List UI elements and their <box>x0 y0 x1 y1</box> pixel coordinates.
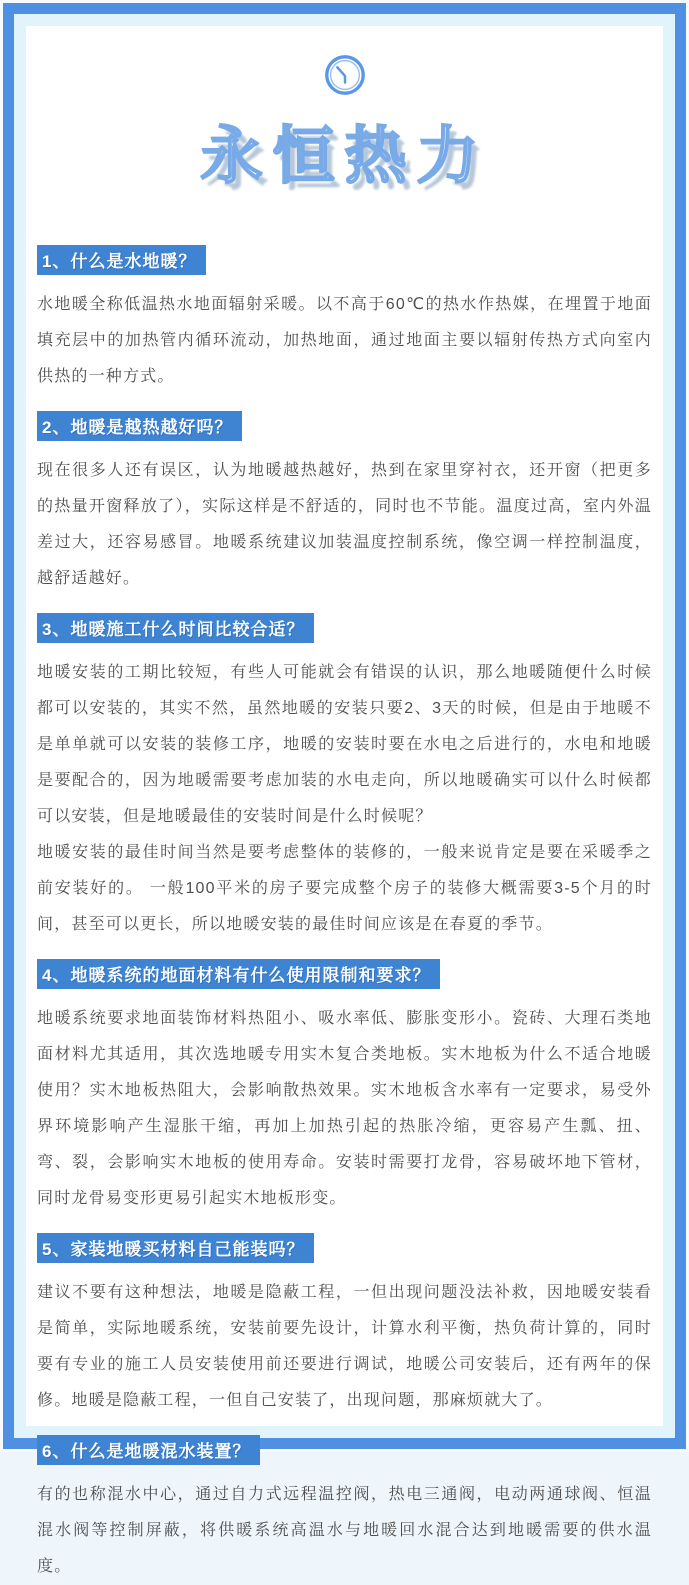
faq-section-3 <box>37 613 652 943</box>
faq-section-6 <box>37 1435 652 1585</box>
answer-paragraph: 地暖安装的最佳时间当然是要考虑整体的装修的，一般来说肯定是要在采暖季之前安装好的。 一般100平米的房子要完成整个房子的装修大概需要3-5个月的时间，甚至可以更长，所以地暖安装的最佳时间应该是在春夏的季节。 <box>37 844 652 933</box>
answer-paragraph: 地暖系统要求地面装饰材料热阻小、吸水率低、膨胀变形小。瓷砖、大理石类地面材料尤其适用，其次选地暖专用实木复合类地板。实木地板为什么不适合地暖使用？实木地板热阻大，会影响散热效果。实木地板含水率有一定要求，易受外界环境影响产生湿胀干缩，再加上加热引起的热胀冷缩，更容易产生瓢、扭、弯、裂，会影响实木地板的使用寿命。安装时需要打龙骨，容易破坏地下管材，同时龙骨易变形更易引起实木地板形变。 <box>37 1010 652 1207</box>
faq-section-4 <box>37 959 652 1217</box>
answer-paragraph: 建议不要有这种想法，地暖是隐蔽工程，一但出现问题没法补救，因地暖安装看是简单，实际地暖系统，安装前要先设计，计算水利平衡，热负荷计算的，同时要有专业的施工人员安装使用前还要进行调试，地暖公司安装后，还有两年的保修。地暖是隐蔽工程，一但自己安装了，出现问题，那麻烦就大了。 <box>37 1284 652 1409</box>
question-heading-4: 4、地暖系统的地面材料有什么使用限制和要求？ <box>37 959 440 989</box>
question-heading-3: 3、地暖施工什么时间比较合适？ <box>37 613 314 643</box>
answer-paragraph: 水地暖全称低温热水地面辐射采暖。以不高于60℃的热水作热媒，在埋置于地面填充层中的加热管内循环流动，加热地面，通过地面主要以辐射传热方式向室内供热的一种方式。 <box>37 296 652 385</box>
question-heading-5: 5、家装地暖买材料自己能装吗？ <box>37 1233 314 1263</box>
masthead <box>37 52 652 195</box>
faq-section-5 <box>37 1233 652 1419</box>
answer-paragraph: 地暖安装的工期比较短，有些人可能就会有错误的认识，那么地暖随便什么时候都可以安装的，其实不然，虽然地暖的安装只要2、3天的时候，但是由于地暖不是单单就可以安装的装修工序，地暖的安装时要在水电之后进行的，水电和地暖是要配合的，因为地暖需要考虑加装的水电走向，所以地暖确实可以什么时候都可以安装，但是地暖最佳的安装时间是什么时候呢？ <box>37 664 652 825</box>
clock-icon <box>37 52 652 98</box>
answer-paragraph: 现在很多人还有误区，认为地暖越热越好，热到在家里穿衬衣，还开窗（把更多的热量开窗释放了），实际这样是不舒适的，同时也不节能。温度过高，室内外温差过大，还容易感冒。地暖系统建议加装温度控制系统，像空调一样控制温度，越舒适越好。 <box>37 462 652 587</box>
article-content <box>26 26 663 1575</box>
answer-paragraph: 有的也称混水中心，通过自力式远程温控阀，热电三通阀，电动两通球阀、恒温混水阀等控制屏蔽，将供暖系统高温水与地暖回水混合达到地暖需要的供水温度。 <box>37 1486 652 1575</box>
faq-section-2 <box>37 411 652 597</box>
brand-title: 永恒热力 <box>200 122 489 191</box>
question-heading-6: 6、什么是地暖混水装置？ <box>37 1435 260 1465</box>
question-heading-2: 2、地暖是越热越好吗？ <box>37 411 242 441</box>
faq-section-1 <box>37 245 652 395</box>
blue-frame-border <box>3 3 686 1575</box>
question-heading-1: 1、什么是水地暖？ <box>37 245 206 275</box>
